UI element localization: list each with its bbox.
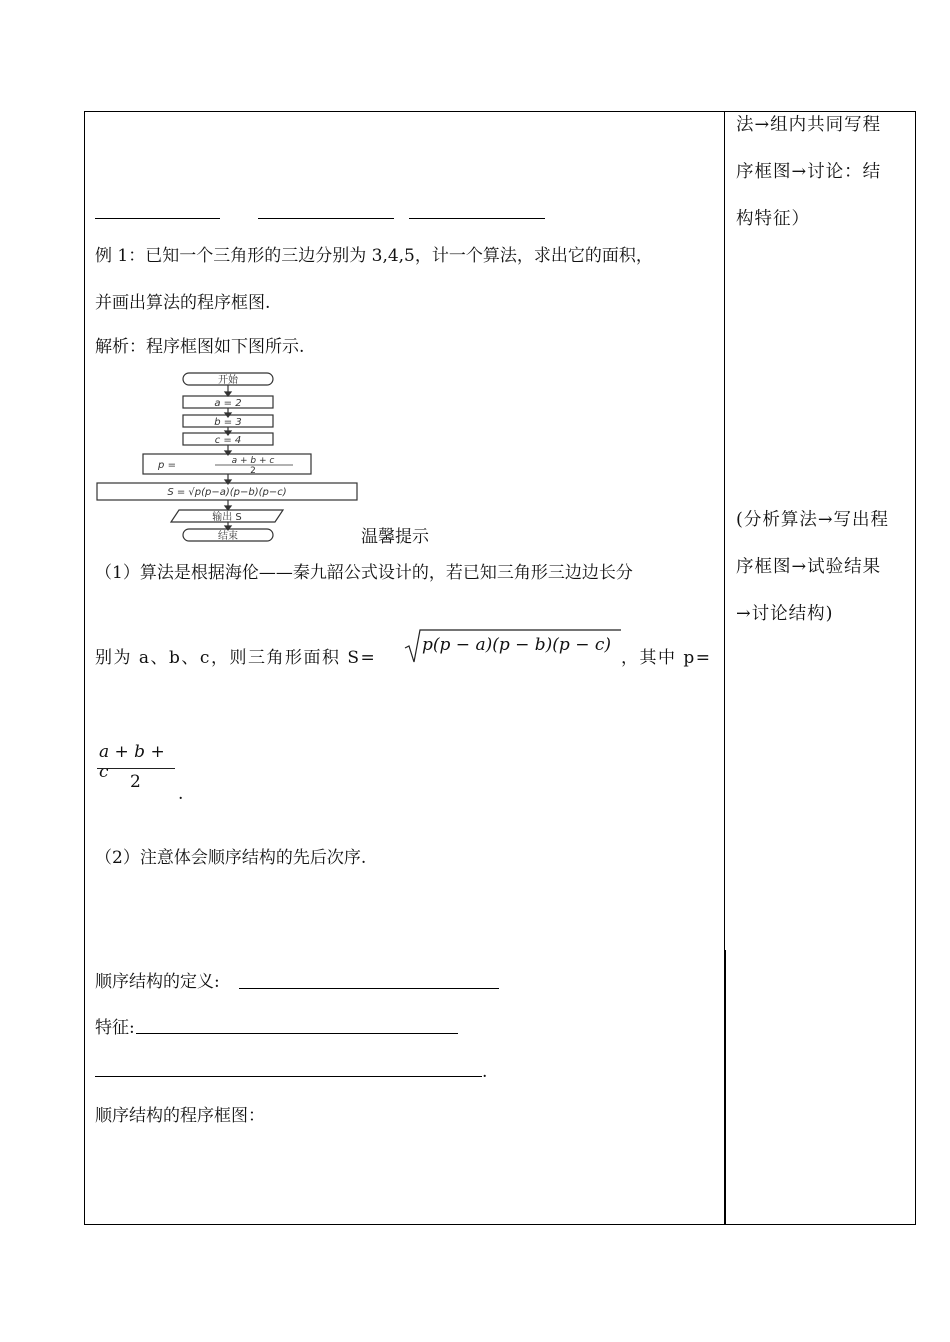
example-line-2: 并画出算法的程序框图. <box>95 293 271 313</box>
fraction-denominator: 2 <box>130 772 141 792</box>
flow-c-label: c = 4 <box>214 435 242 446</box>
example-line-1: 例 1：已知一个三角形的三边分别为 3,4,5，计一个算法，求出它的面积， <box>95 246 653 266</box>
side-line: →讨论结构) <box>736 604 834 624</box>
flow-output-label: 输出 S <box>212 512 242 523</box>
analysis-text: 解析：程序框图如下图所示. <box>95 337 305 357</box>
answer-blank[interactable] <box>95 218 220 219</box>
table-frame <box>84 111 916 1225</box>
flow-s-label: S = √p(p−a)(p−b)(p−c) <box>167 487 287 498</box>
side-line: 构特征） <box>736 209 810 229</box>
tip-p1-line1: （1）算法是根据海伦——秦九韶公式设计的，若已知三角形三边边长分 <box>95 563 633 583</box>
sqrt-formula <box>403 626 623 666</box>
fraction-period: . <box>178 784 184 804</box>
sqrt-radicand: p(p − a)(p − b)(p − c) <box>422 635 612 655</box>
feature-blank-2[interactable] <box>95 1076 482 1077</box>
flow-start-label: 开始 <box>218 375 238 386</box>
flow-end-label: 结束 <box>218 531 238 542</box>
tip-p1-line2-a: 别为 a、b、c，则三角形面积 S= <box>95 648 377 668</box>
definition-blank[interactable] <box>239 988 499 989</box>
side-notes-top <box>736 102 911 243</box>
answer-blank[interactable] <box>258 218 394 219</box>
definition-label: 顺序结构的定义: <box>95 972 220 992</box>
tip-title: 温馨提示 <box>361 527 429 547</box>
tip-p1-line2-b: ，其中 p= <box>621 648 712 668</box>
flow-a-label: a = 2 <box>214 398 242 409</box>
tip-p2: （2）注意体会顺序结构的先后次序. <box>95 848 367 868</box>
fraction-bar <box>97 768 175 769</box>
fraction-numerator: a + b + c <box>99 742 165 782</box>
answer-blank[interactable] <box>409 218 545 219</box>
side-line: (分析算法→写出程 <box>736 510 889 530</box>
feature-label: 特征: <box>95 1018 135 1038</box>
side-line: 序框图→讨论：结 <box>736 162 882 182</box>
diagram-label: 顺序结构的程序框图： <box>95 1106 265 1126</box>
feature-blank[interactable] <box>136 1033 458 1034</box>
flow-b-label: b = 3 <box>214 417 242 428</box>
column-divider-thick <box>725 950 726 1225</box>
flowchart <box>95 370 360 545</box>
feature-end-period: . <box>482 1062 488 1082</box>
flow-p-left: p = <box>158 460 176 471</box>
fraction-p <box>97 742 177 794</box>
flow-p-den: 2 <box>250 466 256 476</box>
tip-p1-line2 <box>95 648 376 668</box>
side-notes-mid <box>736 497 911 638</box>
flow-p-num: a + b + c <box>231 456 275 466</box>
side-line: 序框图→试验结果 <box>736 557 882 577</box>
side-line: 法→组内共同写程 <box>736 115 882 135</box>
